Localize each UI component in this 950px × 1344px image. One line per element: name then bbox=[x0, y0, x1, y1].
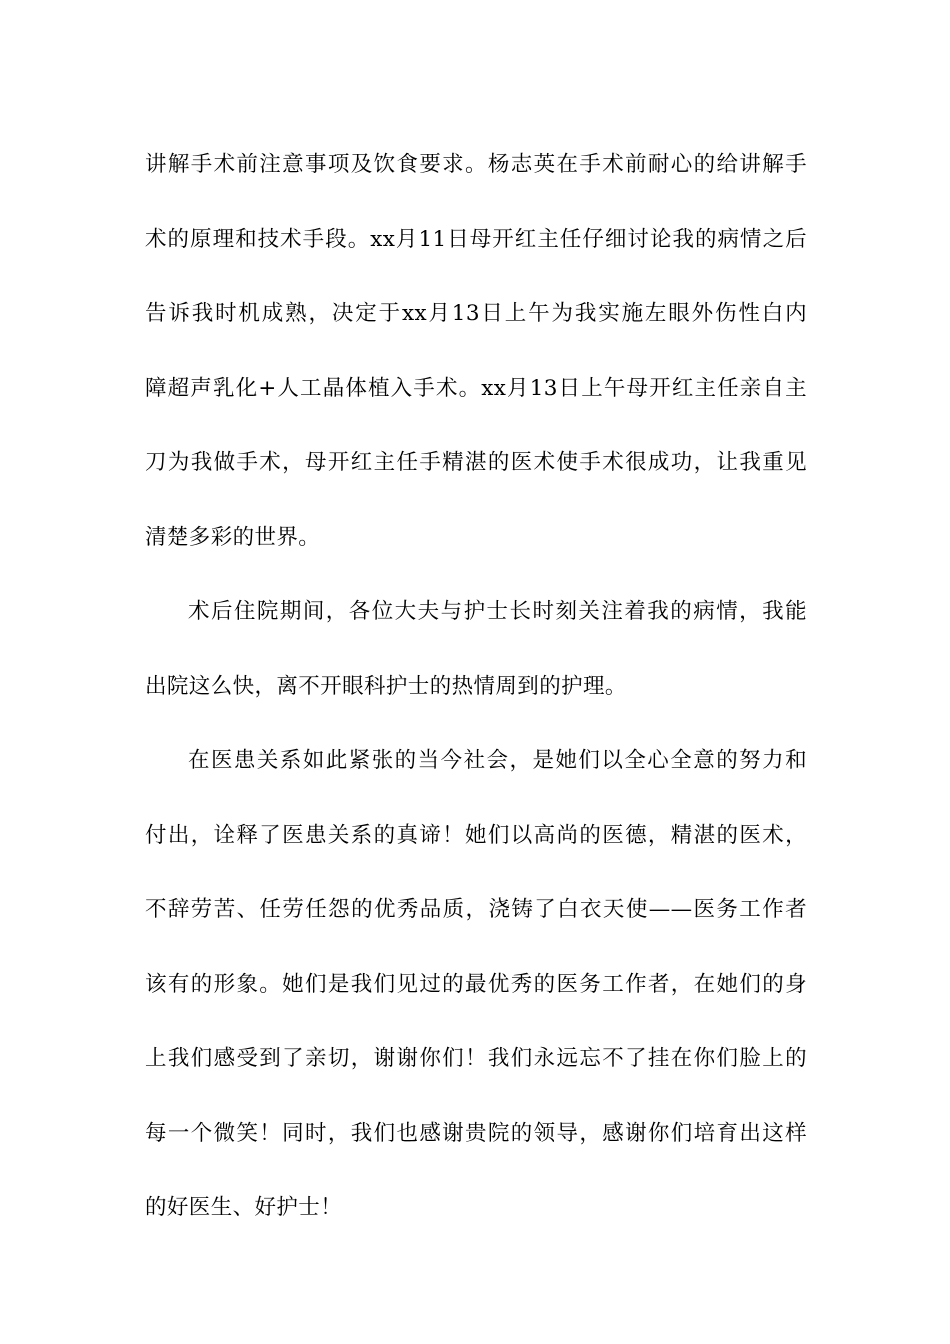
text-line: 讲解手术前注意事项及饮食要求。杨志英在手术前耐心的给讲解手 bbox=[145, 152, 807, 177]
text-line: 上我们感受到了亲切，谢谢你们！我们永远忘不了挂在你们脸上的 bbox=[145, 1046, 807, 1071]
text-line: 不辞劳苦、任劳任怨的优秀品质，浇铸了白衣天使——医务工作者 bbox=[145, 897, 807, 922]
document-body bbox=[145, 128, 807, 1246]
text-line: 付出，诠释了医患关系的真谛！她们以高尚的医德，精湛的医术， bbox=[145, 822, 807, 848]
paragraph-2 bbox=[145, 575, 807, 724]
paragraph-3 bbox=[145, 724, 807, 1246]
text-line: 每一个微笑！同时，我们也感谢贵院的领导，感谢你们培育出这样 bbox=[145, 1120, 807, 1146]
text-line: 告诉我时机成熟，决定于xx月13日上午为我实施左眼外伤性白内 bbox=[145, 301, 807, 326]
text-line: 在医患关系如此紧张的当今社会，是她们以全心全意的努力和 bbox=[188, 748, 807, 773]
text-line: 清楚多彩的世界。 bbox=[145, 524, 321, 550]
text-line: 该有的形象。她们是我们见过的最优秀的医务工作者，在她们的身 bbox=[145, 971, 807, 997]
text-line: 术后住院期间，各位大夫与护士长时刻关注着我的病情，我能 bbox=[188, 599, 807, 624]
text-line: 的好医生、好护士！ bbox=[145, 1195, 343, 1220]
text-line: 术的原理和技术手段。xx月11日母开红主任仔细讨论我的病情之后 bbox=[145, 226, 807, 252]
paragraph-1 bbox=[145, 128, 807, 575]
text-line: 出院这么快，离不开眼科护士的热情周到的护理。 bbox=[145, 673, 627, 699]
text-line: 刀为我做手术，母开红主任手精湛的医术使手术很成功，让我重见 bbox=[145, 450, 807, 475]
text-line: 障超声乳化+人工晶体植入手术。xx月13日上午母开红主任亲自主 bbox=[145, 375, 807, 401]
